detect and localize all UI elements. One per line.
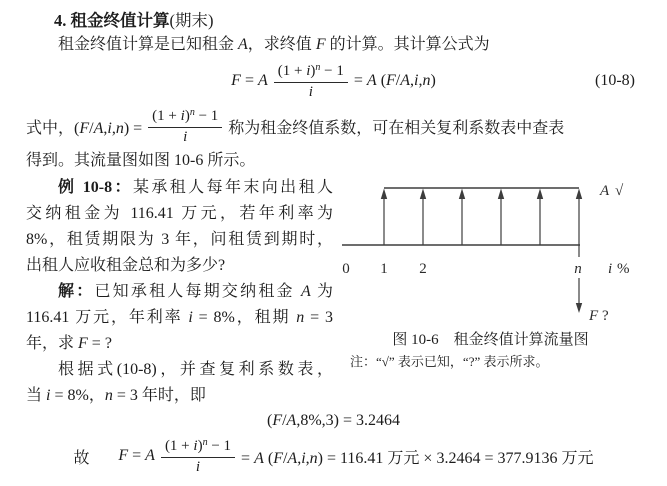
example-line	[26, 279, 333, 305]
tick-label-0: 0	[342, 261, 350, 277]
fraction-numerator: $(1 + i)^n - 1$	[161, 436, 235, 458]
equation-number: (10-8)	[595, 72, 635, 89]
formula-10-8	[26, 58, 641, 104]
example-line	[26, 175, 333, 201]
example-line	[26, 305, 333, 331]
fraction	[161, 436, 235, 476]
example-line-text: 解：已知承租人每期交纳租金 A 为	[58, 283, 333, 300]
fraction-numerator: $(1 + i)^n - 1$	[148, 106, 222, 128]
example-line	[26, 383, 333, 409]
example-line-text: 8%，租赁期限为 3 年，问租赁到期时，	[26, 231, 333, 248]
example-line-text: 交纳租金为 116.41 万元，若年利率为	[26, 205, 333, 222]
example-line	[26, 253, 333, 279]
intro-text: 租金终值计算是已知租金 A，求终值 F 的计算。其计算公式为	[58, 36, 490, 53]
section-heading-paren: (期末)	[169, 11, 214, 30]
interest-rate-percent: %	[617, 261, 630, 277]
formula-lhs: F = A	[231, 72, 268, 89]
lookup-equation-text: (F/A,8%,3) = 3.2464	[266, 412, 401, 429]
where-clause-line2: 得到。其流量图如图 10-6 所示。	[26, 152, 256, 169]
final-equation-lhs: F = A	[118, 447, 155, 464]
known-check-mark: √	[615, 183, 624, 199]
payment-arrowhead	[381, 189, 387, 200]
figure-note: 注：“√” 表示已知，“?” 表示所求。	[350, 354, 549, 369]
payment-arrowhead	[498, 189, 504, 200]
fraction-denominator: i	[195, 459, 201, 475]
example-line-text: 根据式(10-8)，并查复利系数表，	[58, 361, 333, 378]
example-line	[26, 227, 333, 253]
tick-label-2: 2	[419, 261, 427, 277]
fraction-numerator: $(1 + i)^n - 1$	[274, 61, 348, 83]
future-value-label: F	[589, 308, 599, 324]
cashflow-diagram	[340, 178, 640, 328]
example-section	[26, 175, 641, 409]
tick-label-1: 1	[380, 261, 388, 277]
fraction-denominator: i	[308, 84, 313, 100]
future-value-arrowhead	[576, 303, 582, 313]
final-equation	[26, 433, 641, 479]
section-heading	[54, 9, 641, 32]
example-line	[26, 201, 333, 227]
figure-caption-text: 租金终值计算流量图	[453, 332, 589, 348]
fraction-denominator: i	[183, 129, 188, 145]
where-clause-post: 称为租金终值系数，可在相关复利系数表中查表	[228, 119, 565, 137]
figure-caption-id: 图 10-6	[392, 332, 439, 348]
lookup-equation	[26, 409, 641, 433]
example-line-text: 116.41 万元，年利率 i = 8%，租期 n = 3	[26, 309, 333, 326]
interest-rate-var: i	[608, 261, 613, 277]
payment-arrowhead	[576, 189, 582, 200]
section-heading-main: 4. 租金终值计算	[54, 11, 170, 30]
sought-question-mark: ?	[602, 308, 609, 324]
example-line-text: 当 i = 8%，n = 3 年时，即	[26, 387, 206, 404]
figure-caption	[340, 330, 641, 350]
where-clause-line1	[26, 104, 641, 148]
fraction	[274, 61, 348, 101]
final-equation-rhs: = A (F/A,i,n) = 116.41 万元 × 3.2464 = 377.9136 万元	[241, 449, 594, 467]
example-line	[26, 331, 333, 357]
fraction	[148, 106, 222, 146]
figure-column	[333, 175, 641, 409]
example-line-text: 出租人应收租金总和为多少?	[26, 257, 226, 274]
payment-arrowhead	[420, 189, 426, 200]
payment-arrowhead	[537, 189, 543, 200]
annuity-label: A	[600, 183, 610, 199]
example-line	[26, 357, 333, 383]
final-equation-prefix: 故	[73, 449, 90, 467]
payment-arrowhead	[459, 189, 465, 200]
tick-label-n: n	[574, 261, 582, 277]
intro-paragraph	[26, 32, 641, 58]
where-clause-pre: 式中，(F/A,i,n) =	[26, 119, 143, 137]
example-line-text: 例 10-8：某承租人每年末向出租人	[58, 179, 333, 196]
example-text-column	[26, 175, 333, 409]
example-line-text: 年，求 F = ?	[26, 335, 112, 352]
formula-rhs: = A (F/A,i,n)	[353, 72, 436, 89]
